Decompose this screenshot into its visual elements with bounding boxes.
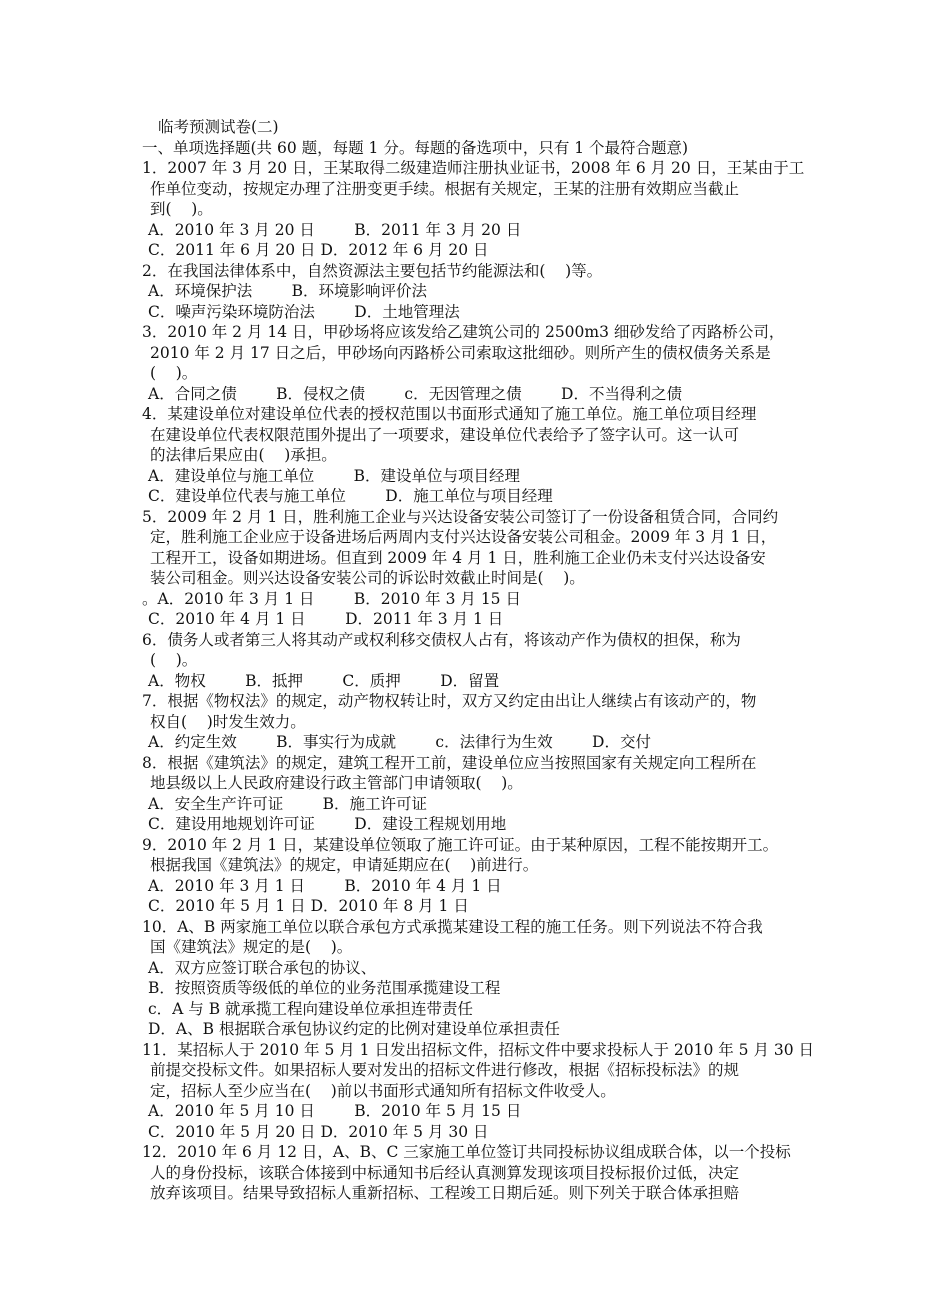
option-line: C．2010 年 5 月 20 日 D．2010 年 5 月 30 日 [148,1122,489,1141]
question-stem-line: 9．2010 年 2 月 1 日，某建设单位领取了施工许可证。由于某种原因，工程不能按期开工。 [142,835,779,854]
option-line: C．2010 年 5 月 1 日 D．2010 年 8 月 1 日 [148,897,469,915]
question-stem-line: 2．在我国法律体系中，自然资源法主要包括节约能源法和( )等。 [142,261,603,280]
option-line: D．A、B 根据联合承包协议约定的比例对建设单位承担责任 [148,1020,560,1038]
option-line: B．按照资质等级低的单位的业务范围承揽建设工程 [148,979,501,997]
question-stem-line: 放弃该项目。结果导致招标人重新招标、工程竣工日期后延。则下列关于联合体承担赔 [150,1184,740,1202]
option-line: A．2010 年 5 月 10 日 B．2010 年 5 月 15 日 [148,1102,522,1120]
option-line: A．环境保护法 B．环境影响评价法 [148,282,428,300]
option-line: A．建设单位与施工单位 B．建设单位与项目经理 [148,466,521,485]
question-stem-line: 1．2007 年 3 月 20 日，王某取得二级建造师注册执业证书，2008 年 6 月 20 日，王某由于工 [142,159,805,177]
question-stem-line: 7．根据《物权法》的规定，动产物权转让时，双方又约定由出让人继续占有该动产的，物 [142,692,757,710]
question-stem-line: 5．2009 年 2 月 1 日，胜利施工企业与兴达设备安装公司签订了一份设备租赁合同，合同约 [142,507,779,526]
option-line: C．噪声污染环境防治法 D．土地管理法 [148,302,460,321]
question-stem-line: ( )。 [150,651,198,669]
document-title: 临考预测试卷(二) [158,118,279,136]
option-line: c．A 与 B 就承揽工程向建设单位承担连带责任 [148,999,474,1018]
question-stem-line: 4．某建设单位对建设单位代表的授权范围以书面形式通知了施工单位。施工单位项目经理 [142,405,757,423]
question-stem-line: 2010 年 2 月 17 日之后，甲砂场向丙路桥公司索取这批细砂。则所产生的债权债务关系是 [150,343,771,362]
question-stem-line: 的法律后果应由( )承担。 [150,446,337,464]
question-stem-line: 根据我国《建筑法》的规定，申请延期应在( )前进行。 [150,856,539,874]
question-stem-line: 工程开工，设备如期进场。但直到 2009 年 4 月 1 日，胜利施工企业仍未支付兴达设备安 [150,548,766,567]
option-line: A．安全生产许可证 B．施工许可证 [148,794,428,813]
option-line: C．建设单位代表与施工单位 D．施工单位与项目经理 [148,487,553,505]
question-stem-line: 地县级以上人民政府建设行政主管部门申请领取( )。 [150,774,523,792]
question-stem-line: 人的身份投标，该联合体接到中标通知书后经认真测算发现该项目投标报价过低，决定 [150,1163,740,1182]
option-line: A．2010 年 3 月 1 日 B．2010 年 4 月 1 日 [148,876,502,895]
question-stem-line: 国《建筑法》规定的是( )。 [150,938,353,956]
option-line: A．合同之债 B．侵权之债 c．无因管理之债 D．不当得利之债 [148,384,682,403]
question-stem-line: 12．2010 年 6 月 12 日，A、B、C 三家施工单位签订共同投标协议组成联合体，以一个投标 [142,1143,791,1161]
option-line: 。A．2010 年 3 月 1 日 B．2010 年 3 月 15 日 [142,589,521,608]
question-stem-line: 权自( )时发生效力。 [150,712,306,731]
option-line: A．2010 年 3 月 20 日 B．2011 年 3 月 20 日 [148,220,522,239]
question-stem-line: 10．A、B 两家施工单位以联合承包方式承揽某建设工程的施工任务。则下列说法不符合我 [142,917,763,936]
option-line: A．双方应签订联合承包的协议、 [148,958,377,977]
question-stem-line: 作单位变动，按规定办理了注册变更手续。根据有关规定，王某的注册有效期应当截止 [150,179,740,198]
option-line: C．建设用地规划许可证 D．建设工程规划用地 [148,815,507,833]
option-line: A．物权 B．抵押 C．质押 D．留置 [148,671,500,690]
question-stem-line: 11．某招标人于 2010 年 5 月 1 日发出招标文件，招标文件中要求投标人于 2010 年 5 月 30 日 [142,1040,815,1059]
question-stem-line: 8．根据《建筑法》的规定，建筑工程开工前，建设单位应当按照国家有关规定向工程所在 [142,753,757,772]
question-stem-line: 定，胜利施工企业应于设备进场后两周内支付兴达设备安装公司租金。2009 年 3 月 1 日， [150,528,777,546]
question-stem-line: 定，招标人至少应当在( )前以书面形式通知所有招标文件收受人。 [150,1081,616,1100]
section-heading: 一、单项选择题(共 60 题，每题 1 分。每题的备选项中，只有 1 个最符合题意) [142,139,689,157]
option-line: C．2010 年 4 月 1 日 D．2011 年 3 月 1 日 [148,610,504,628]
question-stem-line: 装公司租金。则兴达设备安装公司的诉讼时效截止时间是( )。 [150,569,585,587]
option-line: C．2011 年 6 月 20 日 D．2012 年 6 月 20 日 [148,241,489,259]
option-line: A．约定生效 B．事实行为成就 c．法律行为生效 D．交付 [148,733,651,751]
question-stem-line: 在建设单位代表权限范围外提出了一项要求，建设单位代表给予了签字认可。这一认可 [150,425,740,444]
question-stem-line: 到( )。 [150,200,213,218]
question-stem-line: ( )。 [150,364,198,382]
question-stem-line: 3．2010 年 2 月 14 日，甲砂场将应该发给乙建筑公司的 2500m3 细砂发给了丙路桥公司， [142,323,785,341]
question-stem-line: 前提交投标文件。如果招标人要对发出的招标文件进行修改，根据《招标投标法》的规 [150,1061,740,1079]
question-stem-line: 6．债务人或者第三人将其动产或权利移交债权人占有，将该动产作为债权的担保，称为 [142,630,741,649]
